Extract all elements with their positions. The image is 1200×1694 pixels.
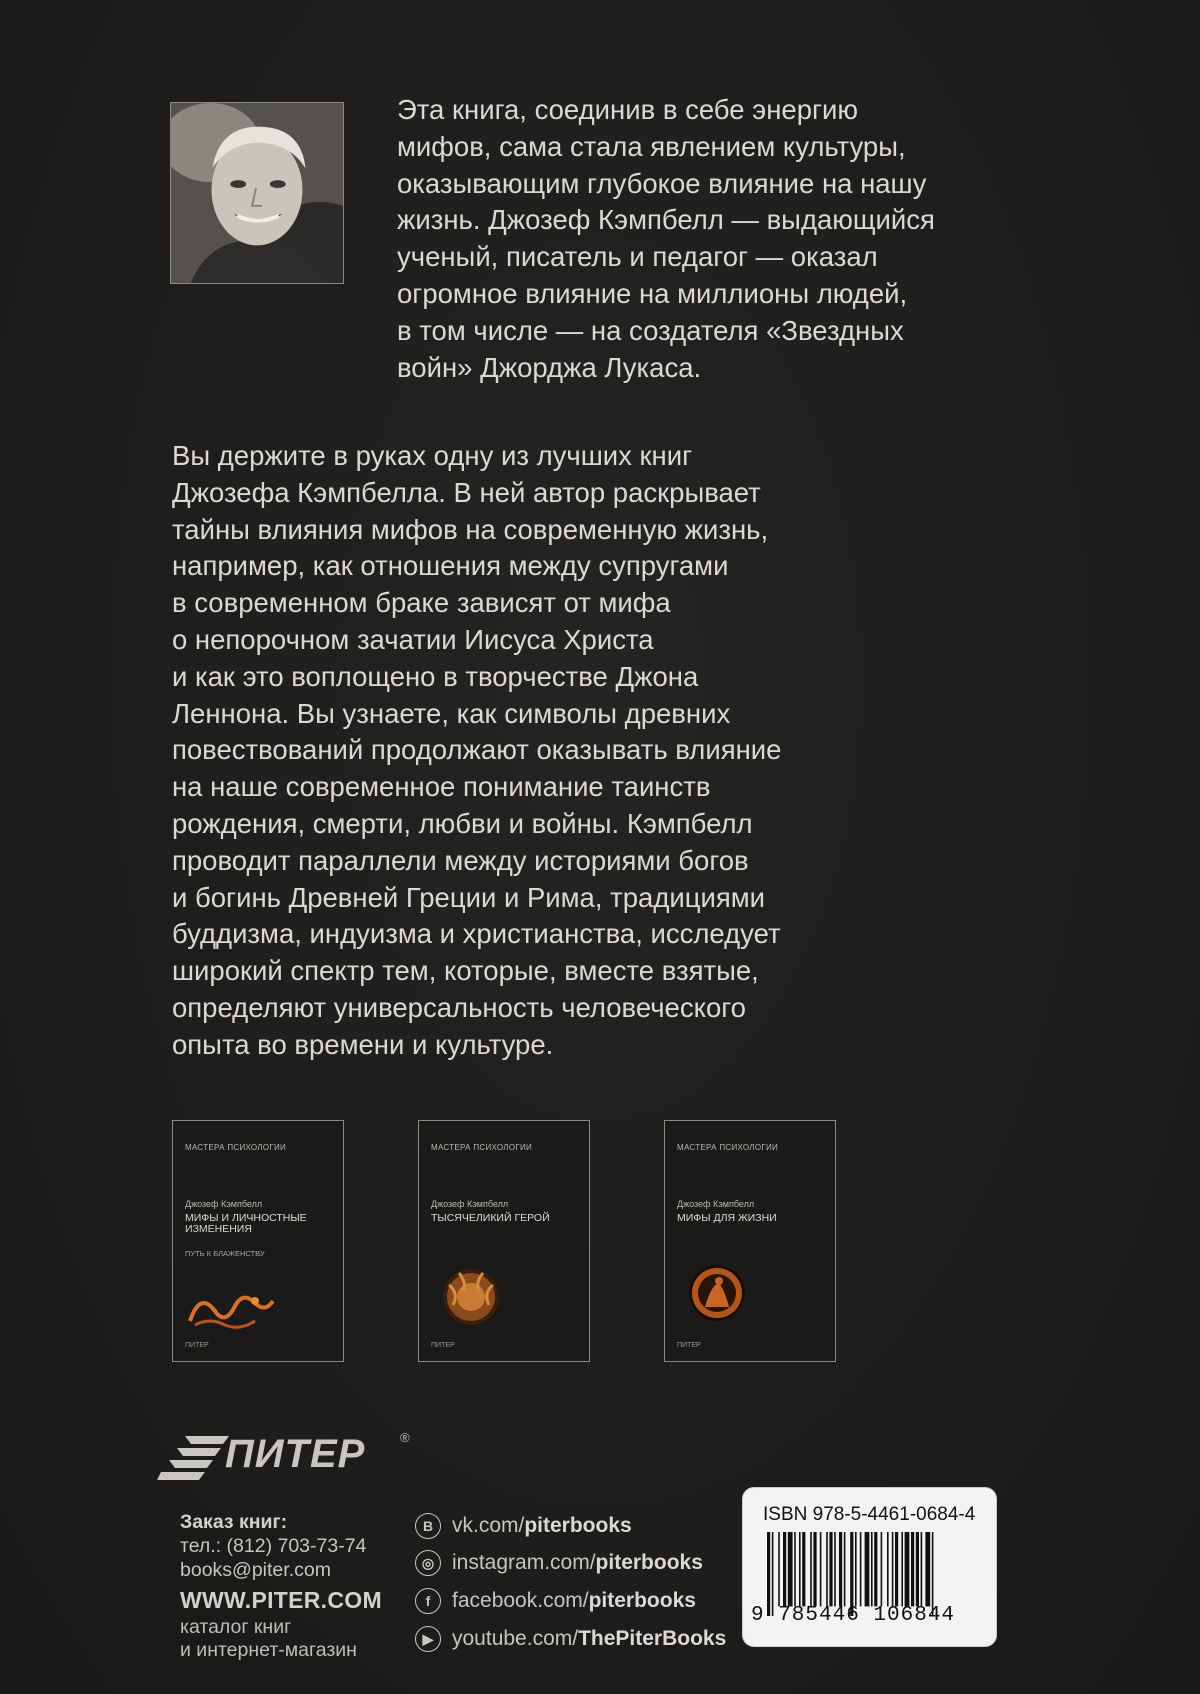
barcode-bar bbox=[826, 1532, 828, 1606]
website-description bbox=[180, 1616, 357, 1662]
barcode-bar bbox=[820, 1532, 822, 1606]
barcode-bar bbox=[916, 1532, 919, 1606]
publisher-logo bbox=[155, 1430, 425, 1486]
description-line: Вы держите в руках одну из лучших книг bbox=[172, 440, 693, 471]
social-link-facebook[interactable] bbox=[415, 1586, 696, 1616]
instagram-icon: ◎ bbox=[415, 1550, 441, 1576]
barcode-bar bbox=[921, 1532, 923, 1606]
barcode-bar bbox=[925, 1532, 930, 1606]
description-line: буддизма, индуизма и христианства, исследует bbox=[172, 918, 781, 950]
youtube-icon: ▶ bbox=[415, 1626, 441, 1652]
barcode-number: 9 785446 106844 bbox=[751, 1604, 956, 1627]
barcode-bar bbox=[810, 1532, 812, 1606]
social-prefix: instagram.com/ bbox=[452, 1551, 596, 1574]
description-line: определяют универсальность человеческого bbox=[172, 991, 746, 1023]
intro-paragraph bbox=[397, 92, 1037, 386]
description-line: на наше современное понимание таинств bbox=[172, 771, 711, 803]
order-email: books@piter.com bbox=[180, 1559, 331, 1581]
barcode-bar bbox=[778, 1532, 780, 1606]
description-line: например, как отношения между супругами bbox=[172, 550, 729, 582]
social-handle: piterbooks bbox=[595, 1551, 703, 1574]
description-line: широкий спектр тем, которые, вместе взятые, bbox=[172, 955, 759, 987]
barcode-bar bbox=[874, 1532, 877, 1606]
description-line: Джозефа Кэмпбелла. В ней автор раскрывает bbox=[172, 476, 761, 508]
book-subtitle: ПУТЬ К БЛАЖЕНСТВУ bbox=[185, 1249, 265, 1258]
website-description-line: и интернет-магазин bbox=[180, 1639, 357, 1661]
barcode-bar bbox=[855, 1532, 857, 1606]
website-description-line: каталог книг bbox=[180, 1616, 292, 1638]
barcode-bar bbox=[802, 1532, 805, 1606]
barcode-bar bbox=[911, 1532, 914, 1606]
order-phone: тел.: (812) 703-73-74 bbox=[180, 1535, 367, 1557]
intro-line: оказывающим глубокое влияние на нашу bbox=[397, 167, 927, 199]
book-author: Джозеф Кэмпбелл bbox=[677, 1199, 755, 1209]
book-publisher: ПИТЕР bbox=[431, 1342, 455, 1349]
social-handle: piterbooks bbox=[524, 1514, 632, 1537]
description-line: повествований продолжают оказывать влияние bbox=[172, 734, 782, 766]
registered-mark: ® bbox=[400, 1430, 410, 1445]
barcode-bar bbox=[871, 1532, 873, 1606]
barcode-bar bbox=[788, 1532, 793, 1606]
barcode-bar bbox=[844, 1532, 846, 1606]
barcode-bar bbox=[892, 1532, 894, 1606]
book-author: Джозеф Кэмпбелл bbox=[185, 1199, 263, 1209]
publisher-logo-mark-icon bbox=[155, 1434, 230, 1482]
description-line: и как это воплощено в творчестве Джона bbox=[172, 660, 699, 692]
barcode-bar bbox=[829, 1532, 832, 1606]
social-link-vk[interactable] bbox=[415, 1511, 632, 1541]
series-book-3 bbox=[664, 1120, 836, 1362]
social-prefix: vk.com/ bbox=[452, 1514, 525, 1537]
description-paragraph bbox=[172, 438, 1052, 1064]
medusa-icon bbox=[439, 1265, 503, 1329]
series-book-1 bbox=[172, 1120, 344, 1362]
description-line: тайны влияния мифов на современную жизнь, bbox=[172, 513, 769, 545]
website-link[interactable]: WWW.PITER.COM bbox=[180, 1587, 382, 1613]
vk-icon: B bbox=[415, 1513, 441, 1539]
barcode-bar bbox=[834, 1532, 836, 1606]
publisher-logo-text: ПИТЕР bbox=[225, 1432, 366, 1476]
intro-line: войн» Джорджа Лукаса. bbox=[397, 351, 702, 383]
intro-line: ученый, писатель и педагог — оказал bbox=[397, 241, 878, 273]
barcode-bar bbox=[839, 1532, 842, 1606]
book-title: ТЫСЯЧЕЛИКИЙ ГЕРОЙ bbox=[431, 1212, 550, 1224]
description-line: проводит параллели между историями богов bbox=[172, 844, 749, 876]
description-line: рождения, смерти, любви и войны. Кэмпбелл bbox=[172, 807, 753, 839]
book-title: МИФЫ ДЛЯ ЖИЗНИ bbox=[677, 1212, 777, 1224]
book-series-label: МАСТЕРА ПСИХОЛОГИИ bbox=[185, 1143, 287, 1152]
barcode-bar bbox=[881, 1532, 883, 1606]
barcode-bar bbox=[813, 1532, 816, 1606]
social-handle: ThePiterBooks bbox=[578, 1627, 727, 1650]
social-handle: piterbooks bbox=[588, 1589, 696, 1612]
intro-line: в том числе — на создателя «Звездных bbox=[397, 314, 904, 346]
barcode-bar bbox=[905, 1532, 910, 1606]
barcode-bar bbox=[887, 1532, 889, 1606]
book-series-label: МАСТЕРА ПСИХОЛОГИИ bbox=[431, 1143, 533, 1152]
intro-line: огромное влияние на миллионы людей, bbox=[397, 277, 908, 309]
social-prefix: youtube.com/ bbox=[452, 1627, 579, 1650]
description-line: опыта во времени и культуре. bbox=[172, 1028, 554, 1060]
order-info bbox=[180, 1510, 366, 1582]
book-title: МИФЫ И ЛИЧНОСТНЫЕ ИЗМЕНЕНИЯ bbox=[185, 1212, 307, 1235]
barcode-bar bbox=[901, 1532, 903, 1606]
barcode-bar bbox=[865, 1532, 870, 1606]
isbn-label: ISBN 978-5-4461-0684-4 bbox=[763, 1504, 976, 1525]
social-prefix: facebook.com/ bbox=[452, 1589, 589, 1612]
vase-icon bbox=[685, 1261, 749, 1325]
series-book-2 bbox=[418, 1120, 590, 1362]
description-line: о непорочном зачатии Иисуса Христа bbox=[172, 623, 654, 655]
dragon-icon bbox=[185, 1281, 275, 1331]
author-photo bbox=[170, 102, 344, 284]
description-line: Леннона. Вы узнаете, как символы древних bbox=[172, 697, 731, 729]
facebook-icon: f bbox=[415, 1588, 441, 1614]
barcode-bar bbox=[799, 1532, 801, 1606]
book-publisher: ПИТЕР bbox=[677, 1342, 701, 1349]
book-publisher: ПИТЕР bbox=[185, 1342, 209, 1349]
order-label: Заказ книг: bbox=[180, 1511, 288, 1533]
barcode-bar bbox=[895, 1532, 898, 1606]
barcode-bar bbox=[783, 1532, 786, 1606]
book-author: Джозеф Кэмпбелл bbox=[431, 1199, 509, 1209]
social-link-youtube[interactable] bbox=[415, 1624, 726, 1654]
barcode-bar bbox=[794, 1532, 796, 1606]
social-link-instagram[interactable] bbox=[415, 1548, 703, 1578]
description-line: и богинь Древней Греции и Рима, традициями bbox=[172, 881, 765, 913]
intro-line: Эта книга, соединив в себе энергию bbox=[397, 94, 859, 125]
book-series-label: МАСТЕРА ПСИХОЛОГИИ bbox=[677, 1143, 779, 1152]
barcode-bar bbox=[860, 1532, 862, 1606]
isbn-barcode-box bbox=[742, 1487, 997, 1647]
intro-line: мифов, сама стала явлением культуры, bbox=[397, 130, 906, 162]
description-line: в современном браке зависят от мифа bbox=[172, 587, 671, 619]
intro-line: жизнь. Джозеф Кэмпбелл — выдающийся bbox=[397, 204, 935, 236]
